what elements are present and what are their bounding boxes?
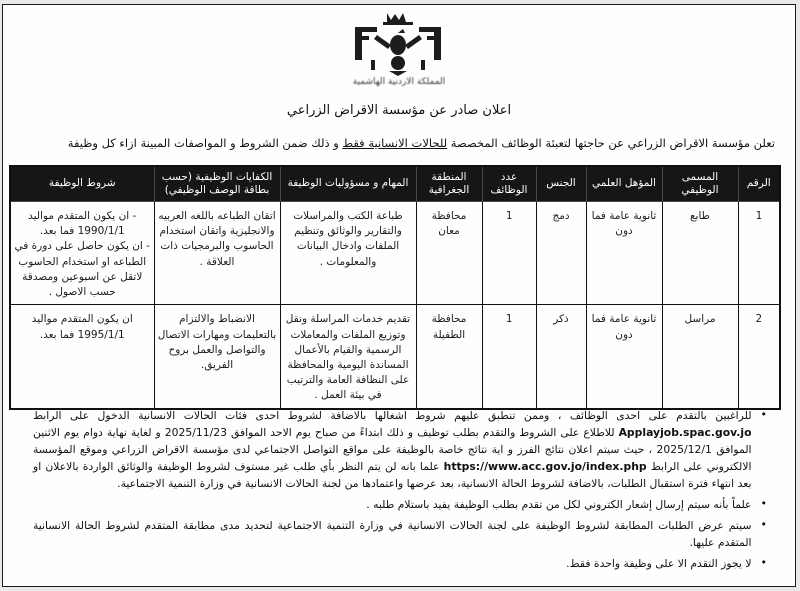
coat-of-arms-svg (319, 11, 479, 77)
note-text (33, 407, 752, 492)
kingdom-name: المملكة الاردنية الهاشمية (352, 77, 446, 87)
condition-line: - ان يكون المتقدم مواليد 1990/1/1 فما بعد. (28, 210, 137, 238)
cell-conditions (10, 202, 154, 305)
intro-line (23, 136, 775, 150)
cell-job-title: طابع (662, 202, 738, 305)
cell-positions: 1 (482, 305, 536, 409)
cell-gender: ذكر (536, 305, 586, 409)
intro-before: تعلن مؤسسة الاقراض الزراعي عن حاجتها لتعبئة الوظائف المخصصة (447, 136, 775, 150)
table-row (10, 305, 780, 409)
cell-qualification: ثانوية عامة فما دون (586, 305, 662, 409)
note-item (33, 555, 767, 572)
coat-of-arms-icon (3, 11, 795, 77)
header-region: المنطقة الجغرافية (416, 166, 482, 202)
header-job-title: المسمى الوظيفي (662, 166, 738, 202)
header-tasks: المهام و مسؤوليات الوظيفة (280, 166, 416, 202)
cell-region: محافظة معان (416, 202, 482, 305)
cell-region: محافظة الطفيلة (416, 305, 482, 409)
cell-number: 1 (738, 202, 780, 305)
header-number: الرقم (738, 166, 780, 202)
corporation-url: https://www.acc.gov.jo/index.php (443, 460, 647, 474)
condition-line: ان يكون المتقدم مواليد 1995/1/1 فما بعد. (31, 313, 133, 341)
header-gender: الجنس (536, 166, 586, 202)
cell-job-title: مراسل (662, 305, 738, 409)
note-segment: للراغبين بالتقدم على احدى الوظائف ، وممن تنطبق عليهم شروط اشغالها بالاضافة لشروط احدى فئات الحالات الانسانية الدخول على الرابط (33, 409, 752, 422)
cell-positions: 1 (482, 202, 536, 305)
table-row (10, 202, 780, 305)
application-url: Applayjob.spac.gov.jo (618, 426, 752, 440)
note-text: سيتم عرض الطلبات المطابقة لشروط الوظيفة على لجنة الحالات الانسانية في وزارة التنمية الاجتماعية لتحديد مدى مطابقة المتقدم لشروط الحالة الانسانية المتقدم عليها. (33, 519, 752, 550)
cell-qualification: ثانوية عامة فما دون (586, 202, 662, 305)
intro-after: و ذلك ضمن الشروط و المواصفات المبينة ازاء كل وظيفة (67, 136, 343, 150)
cell-gender: دمج (536, 202, 586, 305)
note-item (33, 496, 767, 513)
bullet-icon: • (760, 556, 767, 570)
header-competencies: الكفايات الوظيفية (حسب بطاقة الوصف الوظيفي) (154, 166, 280, 202)
header-conditions: شروط الوظيفة (10, 166, 154, 202)
header-positions: عدد الوظائف (482, 166, 536, 202)
jobs-table (9, 165, 781, 410)
cell-competencies: اتقان الطباعه باللغه العربيه والانجليزية واتقان استخدام الحاسوب والبرمجيات ذات العلاقة . (154, 202, 280, 305)
cell-conditions (10, 305, 154, 409)
cell-number: 2 (738, 305, 780, 409)
note-item (33, 517, 767, 551)
notes-list (33, 407, 767, 576)
announcement-title: اعلان صادر عن مؤسسة الاقراض الزراعي (286, 103, 512, 118)
bullet-icon: • (760, 518, 767, 532)
header-qualification: المؤهل العلمي (586, 166, 662, 202)
cell-tasks: تقديم خدمات المراسلة ونقل وتوزيع الملفات والمعاملات الرسمية والقيام بالأعمال المساندة اليومية والمحافظة على النظافة العامة والترتيب في بيئة العمل . (280, 305, 416, 409)
announcement-document (2, 4, 796, 587)
cell-competencies: الانضباط والالتزام بالتعليمات ومهارات الاتصال والتواصل والعمل بروح الفريق. (154, 305, 280, 409)
note-text: علماً بأنه سيتم إرسال إشعار الكتروني لكل من تقدم بطلب الوظيفة يفيد باستلام طلبه . (366, 498, 752, 512)
note-item (33, 407, 767, 492)
note-text: لا يجوز التقدم الا على وظيفة واحدة فقط. (566, 557, 752, 571)
note-segment: للاطلاع على الشروط والتقدم بطلب توظيف و ذلك ابتداءً من صباح يوم الاحد الموافق 2025/11/23 و لغاية نهاية دوام يوم الاثنين الموافق 2025/12/1 ، حيث سيتم اعلان نتائج الفرز و اية نتائج خاصة بالوظيفة على مواقع التواصل الاجتماعي لدى مؤسسة الاقراض الزراعي وموقع المؤسسة الالكتروني على الرابط (33, 426, 752, 474)
cell-tasks: طباعة الكتب والمراسلات والتقارير والوثائق وتنظيم الملفات وادخال البيانات والمعلومات . (280, 202, 416, 305)
table-header-row (10, 166, 780, 202)
condition-line: - ان يكون حاصل على دورة في الطباعه او استخدام الحاسوب لاتقل عن اسبوعين ومصدقة حسب الاصول . (14, 240, 150, 299)
bullet-icon: • (760, 497, 767, 511)
intro-underlined: للحالات الانسانية فقط (342, 136, 448, 150)
note-segment: علما بانه لن يتم النظر بأي طلب غير مستوف لشروط الوظيفة والوثائق الواردة بالاعلان او بعد انتهاء فترة استقبال الطلبات، بالاضافة لشروط الحالة الانسانية، بعد عرضها واعتمادها من لجنة الحالات الانسانية في وزارة التنمية الاجتماعية. (33, 460, 752, 491)
bullet-icon: • (760, 408, 767, 421)
